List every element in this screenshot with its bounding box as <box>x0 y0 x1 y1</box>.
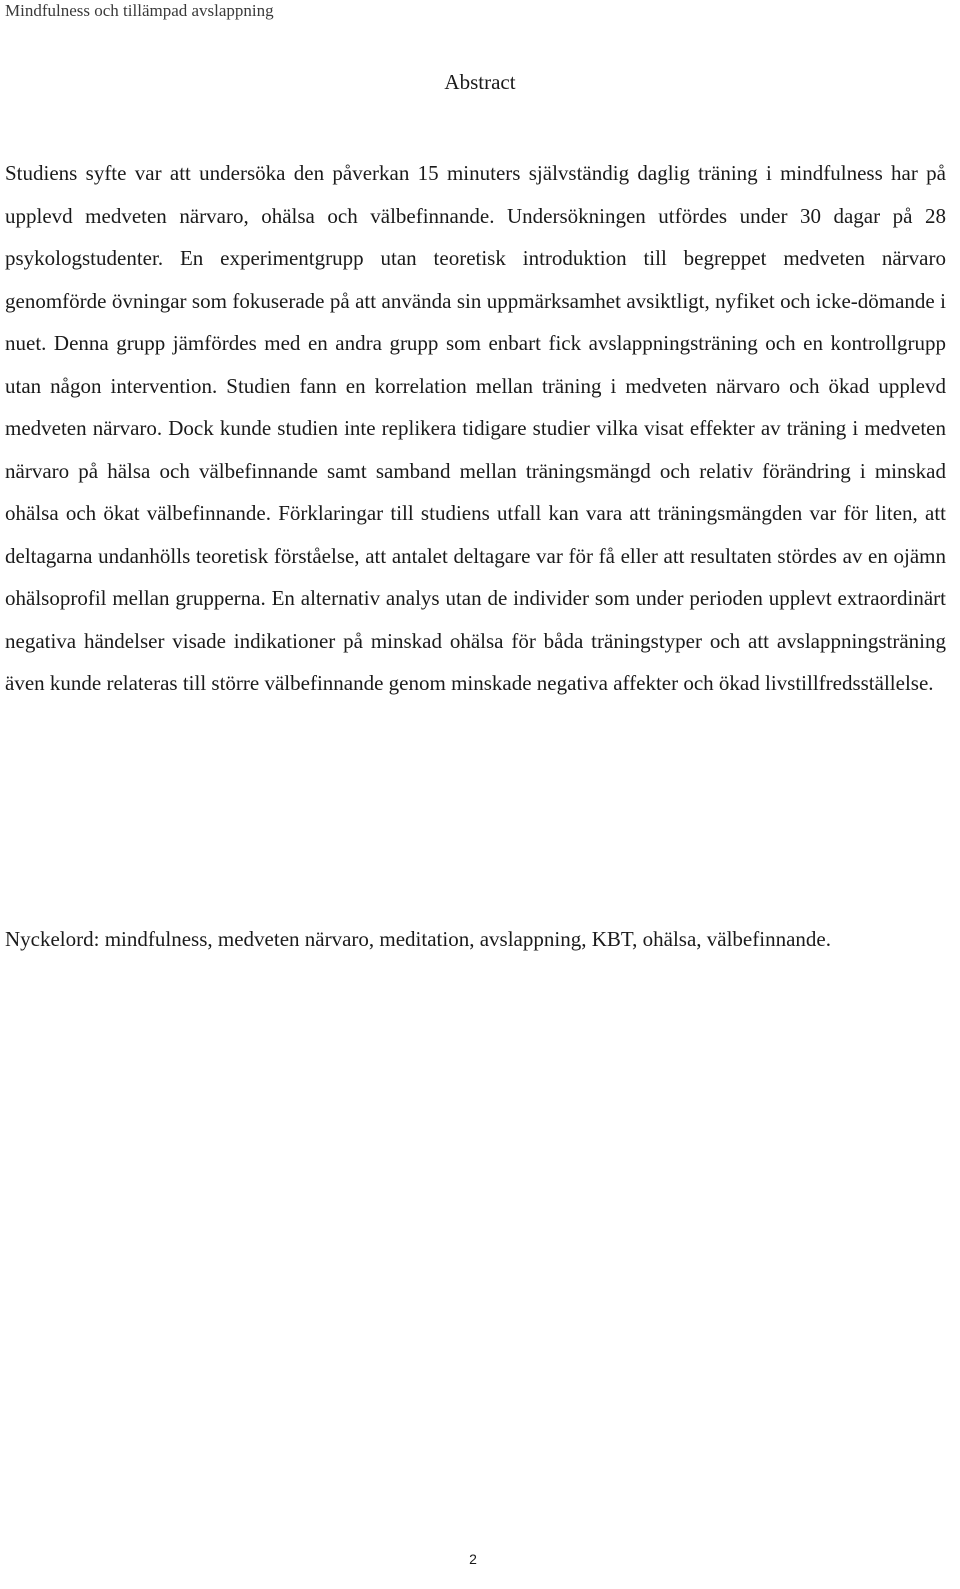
page-number: 2 <box>469 1551 477 1567</box>
keywords-line: Nyckelord: mindfulness, medveten närvaro, meditation, avslappning, KBT, ohälsa, välbefinnande. <box>5 927 831 951</box>
running-header: Mindfulness och tillämpad avslappning <box>5 1 274 20</box>
abstract-heading: Abstract <box>444 70 516 94</box>
abstract-body: Studiens syfte var att undersöka den påverkan 15 minuters självständig daglig träning i mindfulness har på upplevd medveten närvaro, ohälsa och välbefinnande. Undersökningen utfördes under 30 dagar på 28 psykologstudenter. En experimentgrupp utan teoretisk introduktion till begreppet medveten närvaro genomförde övningar som fokuserade på att använda sin uppmärksamhet avsiktligt, nyfiket och icke-dömande i nuet. Denna grupp jämfördes med en andra grupp som enbart fick avslappningsträning och en kontrollgrupp utan någon intervention. Studien fann en korrelation mellan träning i medveten närvaro och ökad upplevd medveten närvaro. Dock kunde studien inte replikera tidigare studier vilka visat effekter av träning i medveten närvaro på hälsa och välbefinnande samt samband mellan träningsmängd och relativ förändring i minskad ohälsa och ökat välbefinnande. Förklaringar till studiens utfall kan vara att träningsmängden var för liten, att deltagarna undanhölls teoretisk förståelse, att antalet deltagare var för få eller att resultaten stördes av en ojämn ohälsoprofil mellan grupperna. En alternativ analys utan de individer som under perioden upplevt extraordinärt negativa händelser visade indikationer på minskad ohälsa för båda träningstyper och att avslappningsträning även kunde relateras till större välbefinnande genom minskade negativa affekter och ökad livstillfredsställelse. <box>5 161 946 695</box>
